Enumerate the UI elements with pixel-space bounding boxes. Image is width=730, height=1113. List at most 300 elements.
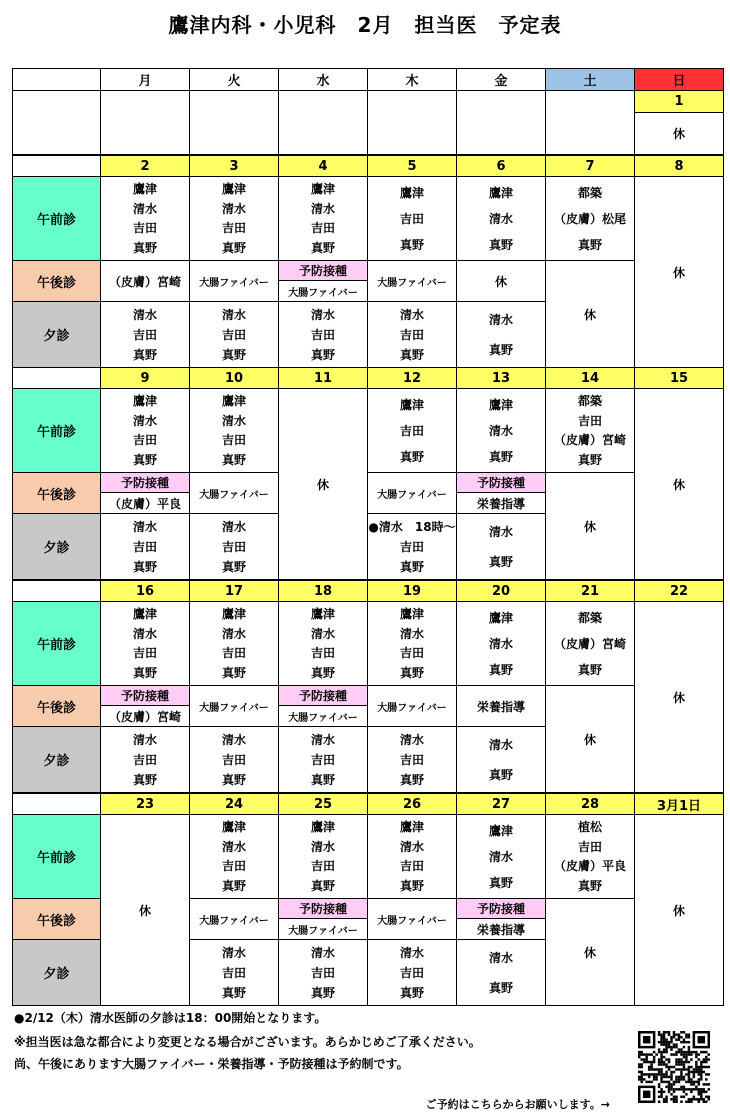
pm-cell bbox=[189, 898, 279, 940]
am-cell bbox=[278, 814, 368, 899]
label-eve bbox=[12, 301, 101, 368]
eve-cell bbox=[278, 301, 368, 368]
pm-item: 栄養指導 bbox=[476, 699, 525, 714]
pm-item: （皮膚）宮崎 bbox=[108, 274, 181, 289]
date-label: 6 bbox=[496, 158, 506, 174]
doctor-name: 吉田 bbox=[221, 433, 246, 448]
doctor-name: 吉田 bbox=[221, 221, 246, 236]
doctor-name: 清水 bbox=[132, 732, 157, 747]
doctor-name: （皮膚）平良 bbox=[553, 859, 626, 874]
doctor-name: 吉田 bbox=[132, 752, 157, 767]
weekday-header bbox=[545, 68, 635, 91]
doctor-name: 清水 bbox=[310, 626, 335, 641]
doctor-name: 清水 bbox=[310, 945, 335, 960]
closed-label: 休 bbox=[583, 519, 596, 534]
am-cell bbox=[278, 601, 368, 686]
date-cell bbox=[189, 793, 279, 815]
pm-item: 予防接種 bbox=[298, 902, 347, 916]
doctor-name: （皮膚）松尾 bbox=[553, 211, 626, 226]
doctor-name: 真野 bbox=[221, 985, 246, 1000]
doctor-name: 清水 bbox=[132, 626, 157, 641]
row-label: 夕診 bbox=[43, 967, 70, 982]
pm-item: 大腸ファイバー bbox=[288, 712, 358, 724]
date-label: 20 bbox=[491, 583, 511, 599]
doctor-name: 吉田 bbox=[577, 413, 602, 428]
date-label: 14 bbox=[580, 370, 600, 386]
doctor-name: 真野 bbox=[488, 767, 513, 782]
pm-cell bbox=[278, 260, 368, 281]
doctor-name: 真野 bbox=[399, 985, 424, 1000]
doctor-name: 清水 bbox=[310, 201, 335, 216]
label-am bbox=[12, 176, 101, 261]
doctor-name: 真野 bbox=[221, 240, 246, 255]
label-pm bbox=[12, 472, 101, 514]
doctor-name: 真野 bbox=[221, 878, 246, 893]
doctor-name: 植松 bbox=[577, 820, 602, 835]
date-label: 8 bbox=[674, 158, 684, 174]
closed-label: 休 bbox=[316, 477, 329, 492]
doctor-name: 鷹津 bbox=[132, 182, 157, 197]
doctor-name: 真野 bbox=[488, 875, 513, 890]
date-label: 12 bbox=[402, 370, 422, 386]
weekday-header bbox=[100, 68, 190, 91]
date-label: 18 bbox=[313, 583, 333, 599]
date-cell bbox=[634, 367, 724, 389]
weekday-label: 土 bbox=[583, 74, 597, 89]
pm-item: 栄養指導 bbox=[476, 496, 525, 511]
date-cell bbox=[545, 155, 635, 177]
doctor-name: 真野 bbox=[310, 665, 335, 680]
doctor-name: 鷹津 bbox=[310, 607, 335, 622]
date-label: 4 bbox=[318, 158, 328, 174]
pm-item: 大腸ファイバー bbox=[199, 277, 269, 289]
row-label: 午後診 bbox=[36, 275, 76, 291]
doctor-name: 鷹津 bbox=[488, 185, 513, 200]
date-cell bbox=[456, 793, 546, 815]
doctor-name: 真野 bbox=[221, 452, 246, 467]
week1-sat-empty bbox=[545, 90, 635, 155]
doctor-name: 清水 bbox=[132, 519, 157, 534]
doctor-name: ●清水 18時～ bbox=[368, 519, 456, 534]
doctor-name: 清水 bbox=[310, 307, 335, 322]
doctor-name: 鷹津 bbox=[221, 607, 246, 622]
doctor-name: 真野 bbox=[488, 662, 513, 677]
pm-item: 大腸ファイバー bbox=[288, 925, 358, 937]
doctor-name: 清水 bbox=[221, 307, 246, 322]
date-cell bbox=[545, 580, 635, 602]
am-cell bbox=[456, 601, 546, 686]
date-label: 27 bbox=[491, 796, 511, 812]
date-label: 23 bbox=[135, 796, 155, 812]
doctor-name: 真野 bbox=[310, 985, 335, 1000]
doctor-name: 真野 bbox=[577, 662, 602, 677]
doctor-name: 真野 bbox=[577, 237, 602, 252]
week1-empty-cell bbox=[100, 90, 190, 155]
pm-cell bbox=[456, 918, 546, 940]
pm-cell bbox=[456, 898, 546, 919]
eve-cell bbox=[189, 726, 279, 793]
row-label: 午前診 bbox=[36, 425, 76, 440]
doctor-name: 清水 bbox=[488, 636, 513, 651]
date-label: 3月1日 bbox=[656, 798, 702, 814]
doctor-name: 清水 bbox=[399, 839, 424, 854]
date-label: 7 bbox=[585, 158, 595, 174]
date-label: 21 bbox=[580, 583, 600, 599]
date-label: 13 bbox=[491, 370, 511, 386]
eve-cell bbox=[367, 301, 457, 368]
doctor-name: 吉田 bbox=[221, 539, 246, 554]
closed-label: 休 bbox=[672, 265, 685, 280]
doctor-name: 吉田 bbox=[399, 211, 424, 226]
doctor-name: 都築 bbox=[577, 610, 602, 625]
pm-item: 予防接種 bbox=[476, 902, 525, 916]
doctor-name: 真野 bbox=[488, 449, 513, 464]
date-cell bbox=[189, 580, 279, 602]
pm-item: 大腸ファイバー bbox=[199, 702, 269, 714]
label-am bbox=[12, 814, 101, 899]
eve-cell bbox=[189, 939, 279, 1006]
am-cell bbox=[100, 176, 190, 261]
doctor-name: 真野 bbox=[310, 347, 335, 362]
doctor-name: 真野 bbox=[132, 665, 157, 680]
doctor-name: 真野 bbox=[488, 342, 513, 357]
pm-cell bbox=[278, 705, 368, 727]
am-cell bbox=[367, 814, 457, 899]
page-title: 鷹津内科・小児科 2月 担当医 予定表 bbox=[168, 13, 562, 37]
pm-cell bbox=[456, 685, 546, 727]
doctor-name: 鷹津 bbox=[399, 607, 424, 622]
doctor-name: 清水 bbox=[310, 732, 335, 747]
eve-cell bbox=[100, 301, 190, 368]
pm-item: 大腸ファイバー bbox=[377, 277, 447, 289]
date-label: 17 bbox=[224, 583, 244, 599]
doctor-name: 吉田 bbox=[221, 646, 246, 661]
date-cell bbox=[456, 155, 546, 177]
pm-item: 大腸ファイバー bbox=[199, 915, 269, 927]
pm-cell bbox=[100, 705, 190, 727]
week1-empty-cell bbox=[278, 90, 368, 155]
doctor-name: 吉田 bbox=[310, 646, 335, 661]
closed-label: 休 bbox=[672, 690, 685, 705]
doctor-name: 真野 bbox=[132, 772, 157, 787]
am-cell bbox=[367, 176, 457, 261]
pm-item: 大腸ファイバー bbox=[199, 489, 269, 501]
doctor-name: 吉田 bbox=[310, 221, 335, 236]
am-cell bbox=[456, 176, 546, 261]
doctor-name: 吉田 bbox=[221, 752, 246, 767]
closed-label: 休 bbox=[583, 945, 596, 960]
am-cell bbox=[278, 176, 368, 261]
label-am bbox=[12, 388, 101, 473]
date-cell bbox=[456, 580, 546, 602]
pm-cell bbox=[278, 918, 368, 940]
date-label: 1 bbox=[674, 94, 684, 109]
doctor-name: 吉田 bbox=[132, 539, 157, 554]
date-cell bbox=[634, 580, 724, 602]
date-label: 26 bbox=[402, 796, 422, 812]
pm-cell bbox=[456, 472, 546, 493]
week1-empty-cell bbox=[189, 90, 279, 155]
pm-cell bbox=[367, 260, 457, 302]
row-label: 夕診 bbox=[43, 754, 70, 769]
date-label: 2 bbox=[140, 158, 150, 174]
sun-closed bbox=[634, 601, 724, 793]
closed-label: 休 bbox=[583, 307, 596, 322]
doctor-name: 吉田 bbox=[132, 221, 157, 236]
doctor-name: （皮膚）宮崎 bbox=[553, 433, 626, 448]
doctor-name: 真野 bbox=[488, 237, 513, 252]
doctor-name: 鷹津 bbox=[399, 185, 424, 200]
date-cell bbox=[456, 367, 546, 389]
doctor-name: 真野 bbox=[221, 347, 246, 362]
closed-label: 休 bbox=[672, 903, 685, 918]
doctor-name: 真野 bbox=[577, 878, 602, 893]
date-label: 22 bbox=[669, 583, 689, 599]
pm-item: 予防接種 bbox=[120, 689, 169, 703]
doctor-name: 清水 bbox=[399, 732, 424, 747]
doctor-name: 真野 bbox=[399, 665, 424, 680]
doctor-name: 鷹津 bbox=[132, 394, 157, 409]
weekday-header bbox=[278, 68, 368, 91]
doctor-name: 吉田 bbox=[399, 965, 424, 980]
date-row-blank bbox=[12, 793, 101, 815]
doctor-name: 真野 bbox=[310, 772, 335, 787]
weekday-label: 日 bbox=[672, 74, 686, 89]
doctor-name: 清水 bbox=[399, 307, 424, 322]
doctor-name: 清水 bbox=[221, 413, 246, 428]
pm-item: （皮膚）平良 bbox=[108, 496, 181, 511]
pm-cell bbox=[189, 472, 279, 514]
doctor-name: 吉田 bbox=[221, 965, 246, 980]
doctor-name: 清水 bbox=[488, 312, 513, 327]
row-label: 午後診 bbox=[36, 913, 76, 929]
pm-item: 予防接種 bbox=[120, 476, 169, 490]
pm-item: 予防接種 bbox=[298, 689, 347, 703]
doctor-name: 真野 bbox=[132, 240, 157, 255]
weekday-header bbox=[634, 68, 724, 91]
doctor-name: 真野 bbox=[488, 980, 513, 995]
date-cell bbox=[367, 580, 457, 602]
row-label: 午後診 bbox=[36, 700, 76, 716]
doctor-name: 清水 bbox=[310, 839, 335, 854]
am-cell bbox=[189, 176, 279, 261]
doctor-name: 吉田 bbox=[132, 646, 157, 661]
doctor-name: 真野 bbox=[399, 347, 424, 362]
sun-closed bbox=[634, 112, 724, 155]
doctor-name: 清水 bbox=[399, 626, 424, 641]
doctor-name: 真野 bbox=[488, 554, 513, 569]
date-label: 11 bbox=[313, 370, 333, 386]
date-label: 10 bbox=[224, 370, 244, 386]
doctor-name: 清水 bbox=[132, 307, 157, 322]
doctor-name: 清水 bbox=[488, 423, 513, 438]
row-label: 午後診 bbox=[36, 487, 76, 503]
date-cell bbox=[634, 90, 724, 113]
note-reservation: 尚、午後にあります大腸ファイバー・栄養指導・予防接種は予約制です。 bbox=[14, 1057, 409, 1071]
doctor-name: 鷹津 bbox=[310, 820, 335, 835]
doctor-name: 清水 bbox=[399, 945, 424, 960]
label-am bbox=[12, 601, 101, 686]
label-pm bbox=[12, 685, 101, 727]
sat-closed bbox=[545, 472, 635, 580]
eve-cell bbox=[189, 301, 279, 368]
doctor-name: 清水 bbox=[488, 950, 513, 965]
eve-cell bbox=[100, 513, 190, 580]
doctor-name: 吉田 bbox=[399, 327, 424, 342]
sat-am-cell bbox=[545, 388, 635, 473]
doctor-name: 吉田 bbox=[399, 646, 424, 661]
doctor-name: 吉田 bbox=[221, 859, 246, 874]
doctor-name: 清水 bbox=[488, 524, 513, 539]
doctor-name: 真野 bbox=[221, 665, 246, 680]
date-cell bbox=[278, 793, 368, 815]
sun-closed bbox=[634, 176, 724, 368]
doctor-name: 鷹津 bbox=[488, 397, 513, 412]
doctor-name: 清水 bbox=[488, 211, 513, 226]
am-cell bbox=[189, 388, 279, 473]
doctor-name: 吉田 bbox=[132, 327, 157, 342]
date-row-blank bbox=[12, 367, 101, 389]
closed-cell bbox=[278, 388, 368, 580]
week1-empty-cell bbox=[367, 90, 457, 155]
date-label: 15 bbox=[669, 370, 689, 386]
eve-cell bbox=[456, 301, 546, 368]
sat-am-cell bbox=[545, 601, 635, 686]
doctor-name: 真野 bbox=[221, 772, 246, 787]
date-cell bbox=[634, 793, 724, 815]
doctor-name: 鷹津 bbox=[488, 610, 513, 625]
weekday-header bbox=[367, 68, 457, 91]
date-label: 5 bbox=[407, 158, 417, 174]
eve-cell bbox=[367, 939, 457, 1006]
doctor-name: 吉田 bbox=[132, 433, 157, 448]
eve-cell bbox=[278, 939, 368, 1006]
am-cell bbox=[456, 814, 546, 899]
doctor-name: 真野 bbox=[132, 559, 157, 574]
date-cell bbox=[367, 155, 457, 177]
qr-code-icon[interactable] bbox=[638, 1031, 710, 1103]
pm-cell bbox=[278, 685, 368, 706]
pm-item: 大腸ファイバー bbox=[288, 287, 358, 299]
sat-closed bbox=[545, 260, 635, 368]
am-cell bbox=[367, 388, 457, 473]
sat-am-cell bbox=[545, 176, 635, 261]
doctor-name: （皮膚）宮崎 bbox=[553, 636, 626, 651]
eve-cell bbox=[456, 939, 546, 1006]
closed-label: 休 bbox=[672, 127, 685, 141]
doctor-name: 真野 bbox=[399, 237, 424, 252]
doctor-name: 鷹津 bbox=[221, 182, 246, 197]
label-pm bbox=[12, 260, 101, 302]
doctor-name: 清水 bbox=[221, 945, 246, 960]
doctor-name: 真野 bbox=[310, 240, 335, 255]
eve-cell bbox=[367, 513, 457, 580]
date-row-blank bbox=[12, 580, 101, 602]
sat-closed bbox=[545, 898, 635, 1006]
weekday-label: 木 bbox=[405, 74, 419, 89]
doctor-name: 鷹津 bbox=[221, 820, 246, 835]
pm-item: 休 bbox=[494, 274, 507, 289]
sat-closed bbox=[545, 685, 635, 793]
am-cell bbox=[100, 388, 190, 473]
label-pm bbox=[12, 898, 101, 940]
closed-label: 休 bbox=[672, 477, 685, 492]
doctor-name: 吉田 bbox=[221, 327, 246, 342]
date-cell bbox=[278, 155, 368, 177]
pm-cell bbox=[367, 685, 457, 727]
weekday-header bbox=[189, 68, 279, 91]
date-cell bbox=[367, 793, 457, 815]
pm-cell bbox=[100, 685, 190, 706]
doctor-name: 真野 bbox=[221, 559, 246, 574]
pm-cell bbox=[100, 472, 190, 493]
doctor-name: 真野 bbox=[577, 452, 602, 467]
doctor-name: 吉田 bbox=[310, 965, 335, 980]
date-cell bbox=[367, 367, 457, 389]
pm-cell bbox=[456, 260, 546, 302]
pm-cell bbox=[189, 685, 279, 727]
doctor-name: 鷹津 bbox=[399, 397, 424, 412]
doctor-name: 吉田 bbox=[310, 327, 335, 342]
eve-cell bbox=[367, 726, 457, 793]
date-label: 19 bbox=[402, 583, 422, 599]
doctor-name: 鷹津 bbox=[310, 182, 335, 197]
date-label: 28 bbox=[580, 796, 600, 812]
doctor-name: 清水 bbox=[221, 519, 246, 534]
weekday-header bbox=[456, 68, 546, 91]
pm-item: 予防接種 bbox=[476, 476, 525, 490]
doctor-name: 真野 bbox=[399, 878, 424, 893]
row-label: 夕診 bbox=[43, 541, 70, 556]
doctor-name: 真野 bbox=[132, 452, 157, 467]
label-eve bbox=[12, 513, 101, 580]
date-cell bbox=[278, 580, 368, 602]
doctor-name: 吉田 bbox=[399, 752, 424, 767]
weekday-label: 火 bbox=[227, 74, 241, 89]
date-row-blank bbox=[12, 155, 101, 177]
date-cell bbox=[100, 367, 190, 389]
pm-cell bbox=[100, 260, 190, 302]
pm-item: 予防接種 bbox=[298, 264, 347, 278]
schedule-table bbox=[12, 68, 723, 1008]
doctor-name: 真野 bbox=[399, 559, 424, 574]
date-cell bbox=[634, 155, 724, 177]
pm-cell bbox=[456, 492, 546, 514]
date-cell bbox=[189, 367, 279, 389]
am-cell bbox=[189, 814, 279, 899]
doctor-name: 清水 bbox=[132, 201, 157, 216]
am-cell bbox=[100, 601, 190, 686]
eve-cell bbox=[189, 513, 279, 580]
sat-am-cell bbox=[545, 814, 635, 899]
row-label: 午前診 bbox=[36, 851, 76, 866]
pm-cell bbox=[278, 898, 368, 919]
weekday-label: 水 bbox=[316, 74, 330, 89]
doctor-name: 吉田 bbox=[310, 859, 335, 874]
date-label: 24 bbox=[224, 796, 244, 812]
doctor-name: 吉田 bbox=[399, 423, 424, 438]
doctor-name: 清水 bbox=[221, 839, 246, 854]
pm-item: （皮膚）宮崎 bbox=[108, 709, 181, 724]
am-cell bbox=[456, 388, 546, 473]
doctor-name: 都築 bbox=[577, 394, 602, 409]
doctor-name: 鷹津 bbox=[488, 823, 513, 838]
reservation-link-text[interactable]: ご予約はこちらからお願いします。→ bbox=[425, 1098, 610, 1111]
closed-label: 休 bbox=[138, 903, 151, 918]
pm-item: 大腸ファイバー bbox=[377, 915, 447, 927]
row-label: 夕診 bbox=[43, 329, 70, 344]
doctor-name: 吉田 bbox=[577, 839, 602, 854]
